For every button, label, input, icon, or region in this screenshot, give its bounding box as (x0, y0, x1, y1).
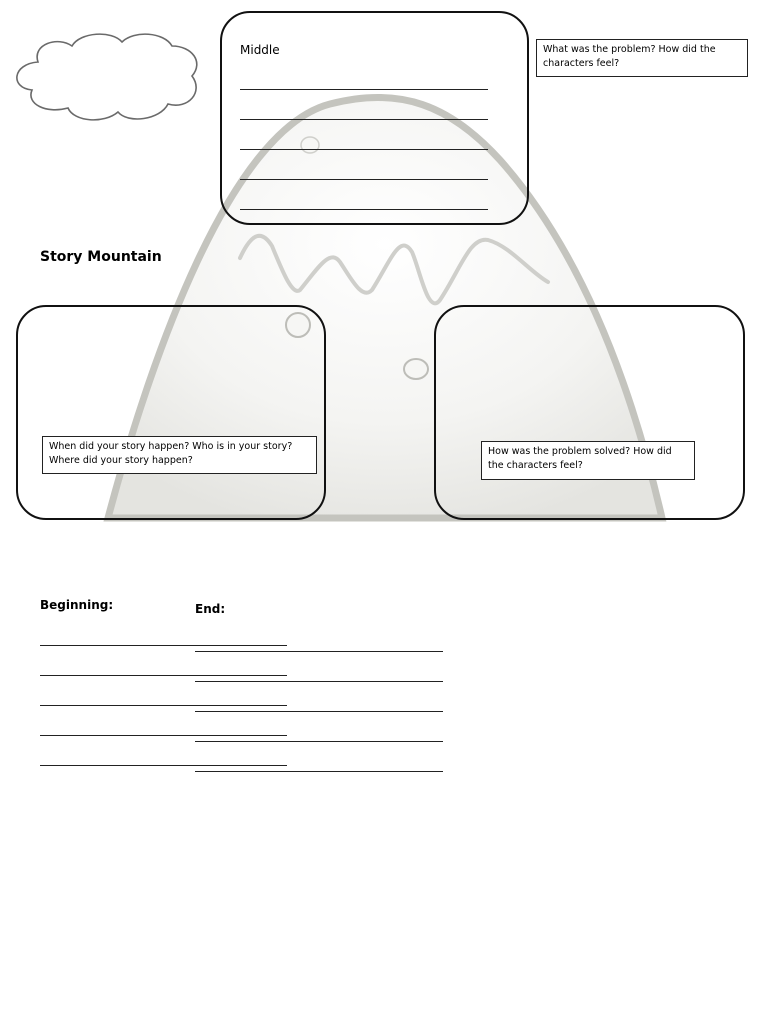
beginning-writing-line (40, 705, 287, 706)
page-title: Story Mountain (40, 249, 162, 265)
middle-writing-line (240, 119, 488, 120)
beginning-section-box (16, 305, 326, 520)
pebble-shape (404, 359, 428, 379)
end-prompt-box: How was the problem solved? How did the characters feel? (481, 441, 695, 480)
beginning-label: Beginning: (40, 598, 114, 612)
beginning-prompt-line-1: When did your story happen? Who is in your story? (49, 441, 293, 452)
end-writing-line (195, 771, 443, 772)
middle-writing-line (240, 209, 488, 210)
middle-writing-line (240, 179, 488, 180)
middle-label: Middle (240, 43, 280, 57)
middle-prompt-box: What was the problem? How did the characters feel? (536, 39, 748, 77)
end-writing-line (195, 651, 443, 652)
end-label: End: (195, 602, 226, 616)
beginning-writing-line (40, 645, 287, 646)
beginning-writing-line (40, 675, 287, 676)
end-writing-line (195, 741, 443, 742)
beginning-writing-line (40, 765, 287, 766)
middle-writing-line (240, 89, 488, 90)
end-writing-line (195, 681, 443, 682)
end-writing-line (195, 711, 443, 712)
beginning-prompt-box (42, 436, 317, 474)
middle-writing-line (240, 149, 488, 150)
end-section-box (434, 305, 745, 520)
beginning-writing-line (40, 735, 287, 736)
beginning-prompt-line-2: Where did your story happen? (49, 455, 193, 466)
cloud-shape (17, 34, 197, 120)
